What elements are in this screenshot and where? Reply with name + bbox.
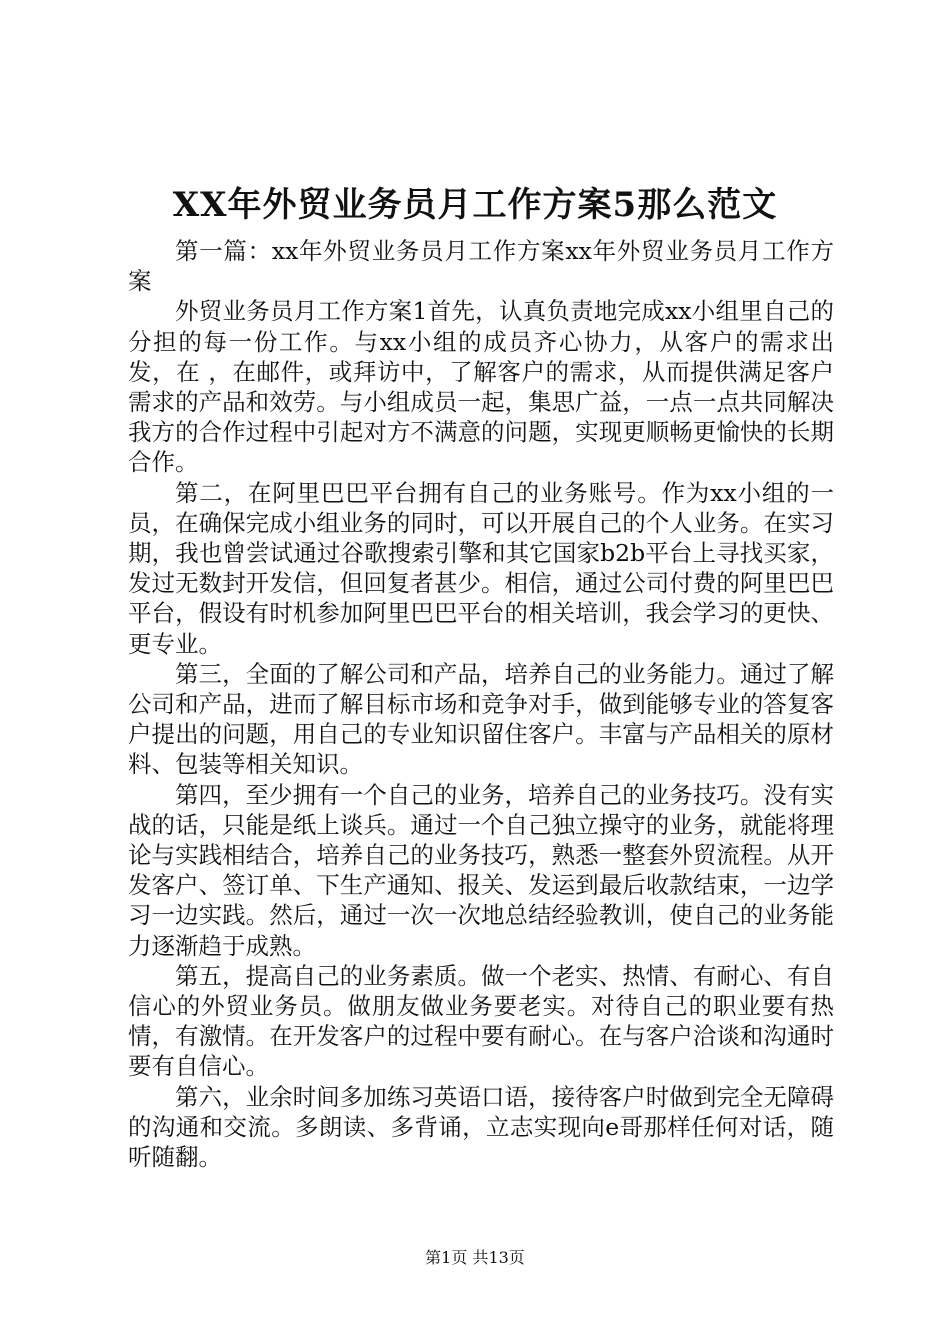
document-body xyxy=(128,236,834,1172)
paragraph-6: 第五，提高自己的业务素质。做一个老实、热情、有耐心、有自信心的外贸业务员。做朋友做业务要老实。对待自己的职业要有热情，有激情。在开发客户的过程中要有耐心。在与客户洽谈和沟通时要有自信心。 xyxy=(128,961,834,1081)
paragraph-4: 第三，全面的了解公司和产品，培养自己的业务能力。通过了解公司和产品，进而了解目标市场和竞争对手，做到能够专业的答复客户提出的问题，用自己的专业知识留住客户。丰富与产品相关的原材料、包装等相关知识。 xyxy=(128,659,834,779)
document-title: XX年外贸业务员月工作方案5那么范文 xyxy=(172,185,778,225)
paragraph-1: 第一篇：xx年外贸业务员月工作方案xx年外贸业务员月工作方案 xyxy=(128,237,834,296)
paragraph-2: 外贸业务员月工作方案1首先，认真负责地完成xx小组里自己的分担的每一份工作。与xx小组的成员齐心协力，从客户的需求出发，在 ，在邮件，或拜访中，了解客户的需求，从而提供满足客户需求的产品和效劳。与小组成员一起，集思广益，一点一点共同解决我方的合作过程中引起对方不满意的问题，实现更顺畅更愉快的长期合作。 xyxy=(128,297,834,477)
paragraph-7: 第六，业余时间多加练习英语口语，接待客户时做到完全无障碍的沟通和交流。多朗读、多背诵，立志实现向e哥那样任何对话，随听随翻。 xyxy=(128,1082,834,1172)
paragraph-5: 第四，至少拥有一个自己的业务，培养自己的业务技巧。没有实战的话，只能是纸上谈兵。通过一个自己独立操守的业务，就能将理论与实践相结合，培养自己的业务技巧，熟悉一整套外贸流程。从开发客户、签订单、下生产通知、报关、发运到最后收款结束，一边学习一边实践。然后，通过一次一次地总结经验教训，使自己的业务能力逐渐趋于成熟。 xyxy=(128,780,834,960)
paragraph-3: 第二，在阿里巴巴平台拥有自己的业务账号。作为xx小组的一员，在确保完成小组业务的同时，可以开展自己的个人业务。在实习期，我也曾尝试通过谷歌搜索引擎和其它国家b2b平台上寻找买家，发过无数封开发信，但回复者甚少。相信，通过公司付费的阿里巴巴平台，假设有时机参加阿里巴巴平台的相关培训，我会学习的更快、更专业。 xyxy=(128,478,834,658)
page-number-footer: 第1页 共13页 xyxy=(425,1248,525,1267)
